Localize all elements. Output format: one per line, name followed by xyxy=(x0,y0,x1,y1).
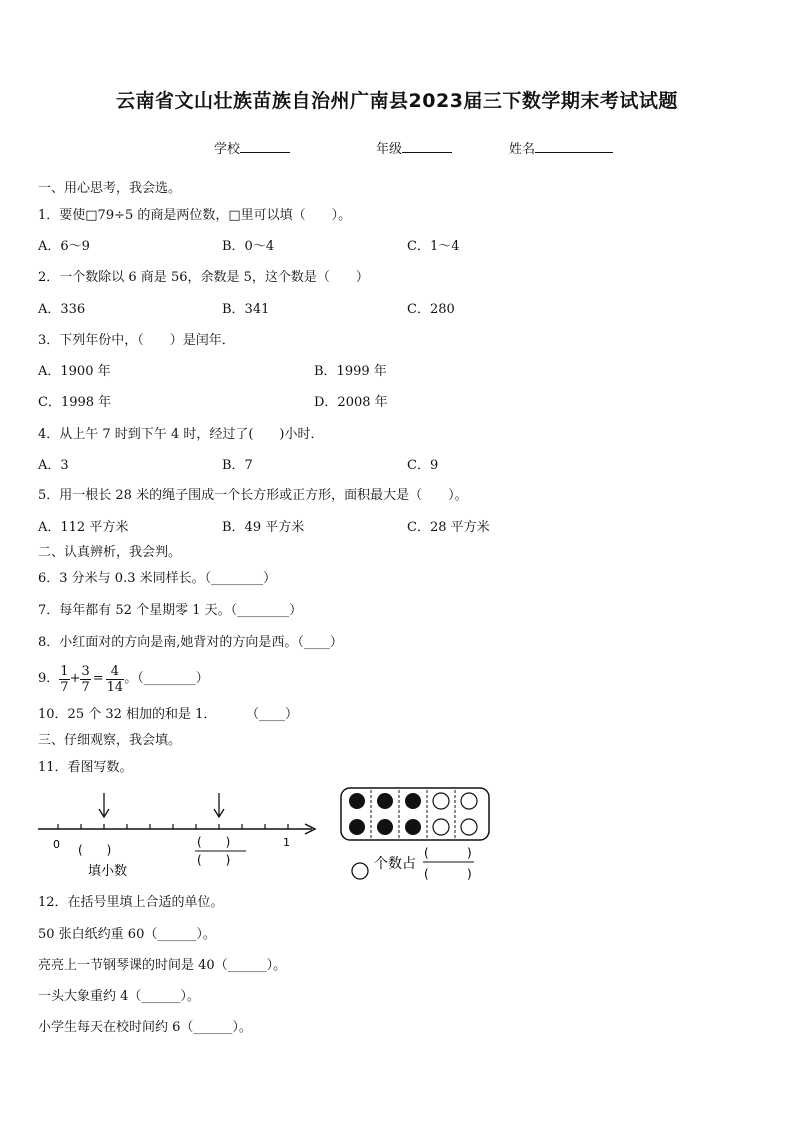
q3-stem: 3．下列年份中，（ ）是闰年． xyxy=(38,333,235,348)
q12-line-2[interactable]: 亮亮上一节钢琴课的时间是 40（______）。 xyxy=(38,958,287,973)
grid-fraction-numerator-paren-left[interactable]: ( xyxy=(424,846,429,860)
section-1-heading: 一、用心思考，我会选。 xyxy=(38,181,182,196)
q2-option-a[interactable]: A．336 xyxy=(38,302,86,317)
down-arrow-icon xyxy=(99,793,109,817)
q9-fraction-1-numerator: 1 xyxy=(60,663,69,679)
q9-fraction-3-numerator: 4 xyxy=(106,664,125,680)
school-label: 学校 xyxy=(214,142,241,157)
q9-fraction-3-denominator: 14 xyxy=(106,679,124,695)
q4-option-c[interactable]: C．9 xyxy=(407,458,439,473)
empty-circles xyxy=(433,793,477,835)
q9-prefix: 9． xyxy=(38,671,60,686)
q11-fraction-denominator-blank[interactable]: ( ) xyxy=(197,853,231,867)
grid-fraction-label: 个数占 xyxy=(374,856,416,872)
circle-answer-blank[interactable] xyxy=(352,863,368,879)
q3-option-c[interactable]: C．1998 年 xyxy=(38,395,112,410)
q3-option-b[interactable]: B．1999 年 xyxy=(314,364,387,379)
q5-option-b[interactable]: B．49 平方米 xyxy=(222,520,305,535)
school-blank[interactable] xyxy=(240,139,290,153)
number-line-zero: 0 xyxy=(53,838,60,851)
filled-circles xyxy=(349,793,421,835)
q3-option-a[interactable]: A．1900 年 xyxy=(38,364,111,379)
q5-stem: 5．用一根长 28 米的绳子围成一个长方形或正方形，面积最大是（ ）。 xyxy=(38,488,468,503)
number-line-one: 1 xyxy=(283,836,290,849)
q2-option-b[interactable]: B．341 xyxy=(222,302,270,317)
q4-stem: 4．从上午 7 时到下午 4 时，经过了( )小时． xyxy=(38,427,324,442)
q12-line-3[interactable]: 一头大象重约 4（______）。 xyxy=(38,989,200,1004)
section-2-heading: 二、认真辨析，我会判。 xyxy=(38,545,182,560)
q1-option-c[interactable]: C．1～4 xyxy=(407,239,460,254)
q2-option-c[interactable]: C．280 xyxy=(407,302,455,317)
q11-figure xyxy=(0,780,520,890)
section-3-heading: 三、仔细观察，我会填。 xyxy=(38,733,182,748)
q4-option-a[interactable]: A．3 xyxy=(38,458,69,473)
q9-fraction-1 xyxy=(59,664,69,695)
q2-stem: 2．一个数除以 6 商是 56，余数是 5，这个数是（ ） xyxy=(38,270,369,285)
school-field[interactable] xyxy=(214,139,290,159)
grid-fraction-denominator-paren-right[interactable]: ) xyxy=(467,867,472,881)
q1-option-a[interactable]: A．6～9 xyxy=(38,239,90,254)
down-arrow-icon xyxy=(214,793,224,817)
q4-option-b[interactable]: B．7 xyxy=(222,458,253,473)
q9-equals: = xyxy=(92,671,104,686)
name-label: 姓名 xyxy=(509,142,536,157)
q10-blank[interactable]: （____） xyxy=(246,707,299,722)
grid-fraction-numerator-paren-right[interactable]: ) xyxy=(467,846,472,860)
q6-stem: 6．3 分米与 0.3 米同样长。（________） xyxy=(38,571,277,586)
q12-line-4[interactable]: 小学生每天在校时间约 6（______）。 xyxy=(38,1020,252,1035)
name-field[interactable] xyxy=(509,139,613,159)
q9-fraction-2-numerator: 3 xyxy=(81,663,90,679)
q3-option-d[interactable]: D．2008 年 xyxy=(314,395,388,410)
q11-answer-blank[interactable]: ( ) xyxy=(78,843,112,857)
q9-stem xyxy=(38,660,209,698)
q9-fraction-2-denominator: 7 xyxy=(81,679,90,695)
q5-option-a[interactable]: A．112 平方米 xyxy=(38,520,129,535)
q12-line-1[interactable]: 50 张白纸约重 60（______）。 xyxy=(38,927,216,942)
q9-fraction-3 xyxy=(106,664,125,695)
q5-option-c[interactable]: C．28 平方米 xyxy=(407,520,490,535)
name-blank[interactable] xyxy=(535,139,613,153)
grade-field[interactable] xyxy=(376,139,452,159)
q9-suffix: 。（________） xyxy=(124,671,209,686)
q1-stem: 1．要使□79÷5 的商是两位数，□里可以填（ ）。 xyxy=(38,208,352,223)
page-title: 云南省文山壮族苗族自治州广南县2023届三下数学期末考试试题 xyxy=(116,90,678,112)
q11-fraction-numerator-blank[interactable]: ( ) xyxy=(197,835,231,849)
grade-label: 年级 xyxy=(376,142,403,157)
fill-decimal-label: 填小数 xyxy=(88,864,128,879)
q10-stem: 10．25 个 32 相加的和是 1． xyxy=(38,707,217,722)
q1-option-b[interactable]: B．0～4 xyxy=(222,239,275,254)
q12-stem: 12．在括号里填上合适的单位。 xyxy=(38,895,224,910)
q7-stem: 7．每年都有 52 个星期零 1 天。（________） xyxy=(38,603,303,618)
q11-stem: 11．看图写数。 xyxy=(38,760,133,775)
grade-blank[interactable] xyxy=(402,139,452,153)
q9-fraction-2 xyxy=(80,664,90,695)
q9-plus: + xyxy=(69,671,81,686)
q8-stem: 8．小红面对的方向是南,她背对的方向是西。（____） xyxy=(38,635,343,650)
q9-fraction-1-denominator: 7 xyxy=(60,679,69,695)
grid-fraction-denominator-paren-left[interactable]: ( xyxy=(424,867,429,881)
